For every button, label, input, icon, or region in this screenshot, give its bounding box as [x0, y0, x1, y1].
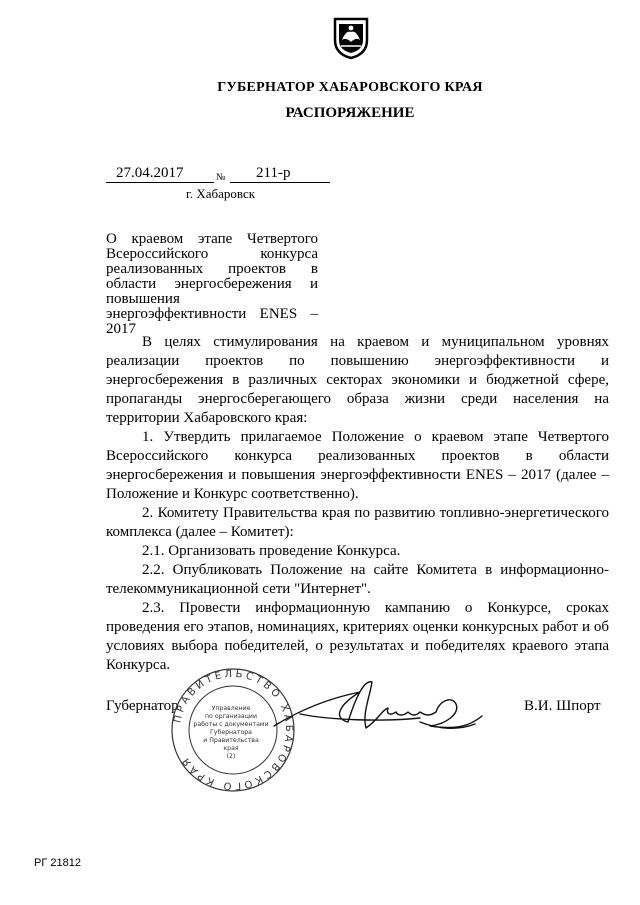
seal-inner-line: работы с документами [193, 721, 269, 728]
body-paragraph-2: 2. Комитету Правительства края по развитию топливно-энергетического комплекса (далее – Комитет): [106, 505, 609, 540]
coat-of-arms-emblem [332, 16, 370, 60]
registration-number: РГ 21812 [34, 857, 81, 869]
date-underline [106, 182, 214, 183]
seal-inner-line: и Правительства [203, 737, 259, 744]
handwritten-signature [270, 670, 485, 740]
body-paragraph-2-2: 2.2. Опубликовать Положение на сайте Комитета в информационно-телекоммуникационной сети "Интернет". [106, 562, 609, 597]
body-paragraph-2-3: 2.3. Провести информационную кампанию о Конкурсе, сроках проведения его этапов, номинациях, критериях оценки конкурсных работ и об условиях выбора победителей, о результатах и победителях краевого этапа Конкурса. [106, 600, 609, 673]
governor-title: ГУБЕРНАТОР ХАБАРОВСКОГО КРАЯ [217, 80, 483, 95]
document-type: РАСПОРЯЖЕНИЕ [285, 105, 415, 121]
seal-inner-line: Управление [211, 705, 251, 712]
body-paragraph-intro: В целях стимулирования на краевом и муниципальном уровнях реализации проектов по повышению энергоэффективности и энергосбережения в различных секторах экономики и бюджетной сфере, пропаганды энергосберегающего образа жизни среди населения на территории Хабаровского края: [106, 334, 609, 426]
document-city: г. Хабаровск [186, 186, 256, 201]
document-subject: О краевом этапе Четвертого Всероссийского конкурса реализованных проектов в области энергосбережения и повышения энергоэффективности ENES – 2017 [106, 231, 318, 337]
document-date: 27.04.2017 [116, 165, 184, 181]
seal-inner-line: (2) [226, 753, 236, 760]
signer-name: В.И. Шпорт [524, 698, 601, 714]
seal-inner-line: Губернатора [210, 729, 252, 736]
body-paragraph-2-1: 2.1. Организовать проведение Конкурса. [142, 543, 401, 559]
number-underline [230, 182, 330, 183]
document-number: 211-р [256, 165, 291, 181]
signer-title: Губернатор [106, 698, 179, 714]
body-paragraph-1: 1. Утвердить прилагаемое Положение о краевом этапе Четвертого Всероссийского конкурса реализованных проектов в области энергосбережения и повышения энергоэффективности ENES – 2017 (далее – Положение и Конкурс соответственно). [106, 429, 609, 502]
seal-ring-text: ПРАВИТЕЛЬСТВО ХАБАРОВСКОГО КРАЯ [172, 668, 295, 792]
document-body [106, 333, 609, 675]
number-sign: № [216, 172, 226, 183]
seal-inner-line: по организации [205, 713, 257, 720]
seal-inner-line: края [223, 745, 239, 752]
